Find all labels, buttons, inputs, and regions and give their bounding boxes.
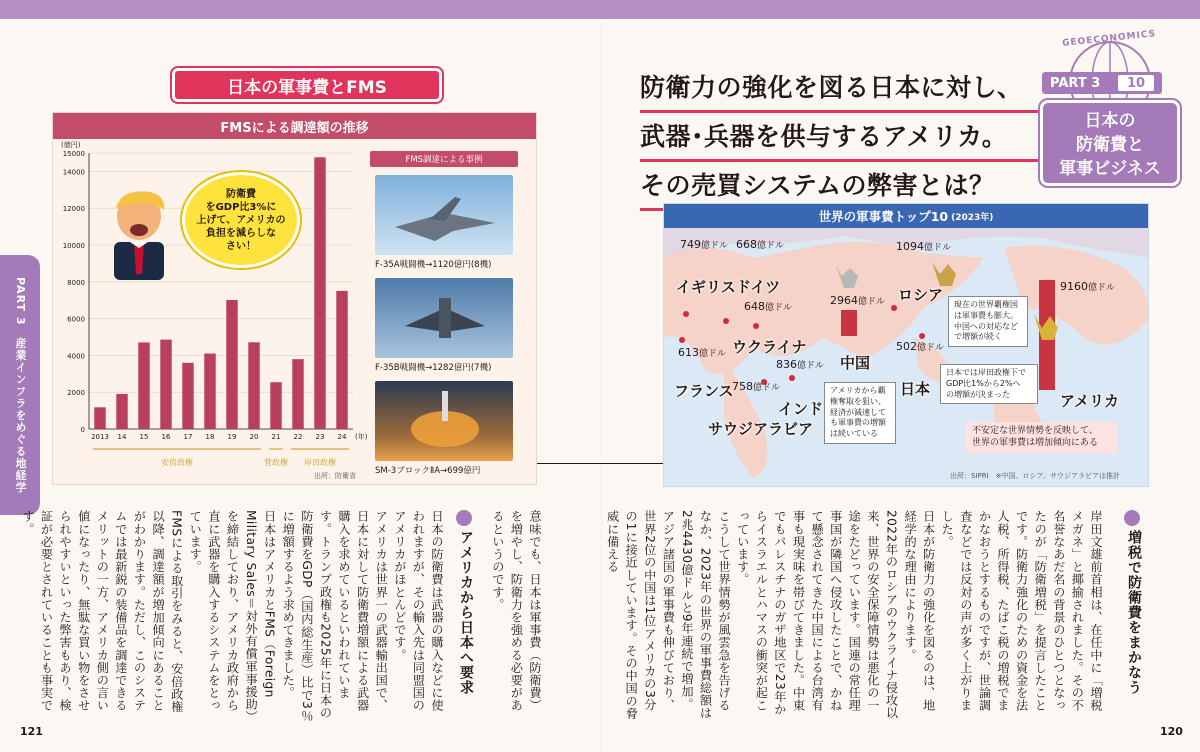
amount-china: 2964億ドル xyxy=(830,294,886,307)
x-tick-label: 23 xyxy=(315,433,325,441)
name-saudi: サウジアラビア xyxy=(708,420,814,438)
fms-chart-title: FMSによる調達額の推移 xyxy=(53,113,536,139)
case-caption-1: F-35A戦闘機→1120億円(8機) xyxy=(375,260,492,270)
f35b-photo xyxy=(375,278,513,358)
globe-bullet-icon xyxy=(1124,510,1140,526)
era-label: 菅政権 xyxy=(264,458,288,467)
amount-saudi: 758億ドル xyxy=(732,380,781,393)
fms-cases-title: FMS調達による事例 xyxy=(370,151,518,167)
chapter-title-box xyxy=(1040,100,1180,186)
part-tag xyxy=(1042,72,1162,94)
amount-india: 836億ドル xyxy=(776,358,825,371)
connector-line xyxy=(537,463,665,464)
side-tab-label: PART 3 産業インフラをめぐる地経学 xyxy=(14,276,27,494)
y-tick-label: 12000 xyxy=(62,205,85,214)
fms-cases-box xyxy=(370,151,518,476)
fms-bar xyxy=(226,300,237,429)
y-tick-label: 0 xyxy=(80,426,85,434)
chapter-title-line-3: 軍事ビジネス xyxy=(1059,159,1161,179)
name-france: フランス xyxy=(674,382,734,400)
y-axis-unit: (億円) xyxy=(61,141,81,149)
note-japan: 日本では岸田政権下で GDP比1%から2%へ の増額が決まった xyxy=(940,364,1038,404)
x-tick-label: 17 xyxy=(183,433,193,441)
era-label: 安倍政権 xyxy=(161,458,193,467)
fms-bar xyxy=(336,291,347,429)
name-india: インド xyxy=(778,400,824,418)
x-tick-label: 22 xyxy=(293,433,303,441)
name-russia: ロシア xyxy=(898,286,944,304)
name-china: 中国 xyxy=(840,354,871,372)
note-china: アメリカから覇 権奪取を狙い、 経済が減速して も軍事費の増額 は続いている xyxy=(824,382,896,444)
amount-russia: 1094億ドル xyxy=(896,240,952,253)
missile-icon xyxy=(375,381,513,461)
fms-bar xyxy=(270,382,281,429)
right-section-heading: 増税で防衛費をまかなう xyxy=(1126,530,1142,695)
globe-bullet-icon xyxy=(456,510,472,526)
y-tick-label: 6000 xyxy=(67,315,85,324)
era-label: 岸田政権 xyxy=(304,458,336,467)
trump-illustration-icon xyxy=(104,186,174,280)
fms-bar xyxy=(292,359,303,429)
name-ukraine: ウクライナ xyxy=(732,338,807,356)
left-section-heading-2: アメリカから日本へ要求 xyxy=(458,530,474,695)
fms-bar xyxy=(314,157,325,429)
map-title xyxy=(664,204,1148,228)
page-number-left: 121 xyxy=(20,725,43,738)
left-intro-text: 意味でも、日本は軍事費（防衛費）を増やし、防衛力を強める必要があるというのです。 xyxy=(490,510,542,712)
geoeconomics-label: GEOECONOMICS xyxy=(1061,29,1157,49)
main-title-line-2: 武器･兵器を供与するアメリカ。 xyxy=(640,115,1060,162)
name-uk: イギリス xyxy=(676,278,736,296)
fms-bar xyxy=(138,342,149,429)
main-title xyxy=(640,66,1060,213)
map-title-year: (2023年) xyxy=(951,212,994,223)
y-tick-label: 8000 xyxy=(67,278,85,287)
fms-bar xyxy=(204,354,215,429)
map-source: 出所：SIPRI ※中国、ロシア、サウジアラビアは推計 xyxy=(950,472,1120,480)
x-tick-label: 20 xyxy=(249,433,259,441)
summary-note: 不安定な世界情勢を反映して、 世界の軍事費は増加傾向にある xyxy=(966,422,1118,454)
fms-bar xyxy=(248,342,259,429)
chapter-title-line-1: 日本の xyxy=(1084,111,1136,131)
x-tick-label: 21 xyxy=(271,433,281,441)
x-tick-label: 18 xyxy=(205,433,215,441)
part-label: PART 3 xyxy=(1050,75,1101,91)
name-japan: 日本 xyxy=(900,380,931,398)
top-color-bar xyxy=(0,0,1200,19)
amount-france: 613億ドル xyxy=(678,346,727,359)
x-tick-label: 16 xyxy=(161,433,171,441)
y-tick-label: 10000 xyxy=(62,242,85,250)
y-tick-label: 14000 xyxy=(62,168,85,177)
jet-icon xyxy=(375,278,513,358)
chapter-title-line-2: 防衛費と xyxy=(1076,135,1144,155)
right-body-text: 岸田文雄前首相は、在任中に「増税メガネ」と揶揄されました。その不名誉なあだ名の背景のひとつとなったのが「防衛増税」を提言したことです。防衛力強化のための資金を法人税、所得税、たばこ税の増税でまかなおうとするものですが、世論調査などでは反対の声が多く上がりました。 日本が防衛力の強化を図るのは、地経学的な理由によります。 2022年のロシアのウクライナ侵攻以来、世界の安全保障情勢は悪化の一途をたどっています。国連の常任理事国が隣国へ侵攻したことで、かねて懸念されてきた中国による台湾有事も現実味を帯びてきました。中東でもパレスチナのガザ地区で23年からイスラエルとハマスの衝突が起こっています。 こうして世界情勢が風雲急を告げるなか、2023年の世界の軍事費総額は2兆4430億ドルと9年連続で増加。アジア諸国の軍事費も伸びており、世界2位の中国は1位アメリカの3分の1に接近しています。その中国の脅威に備える xyxy=(605,510,1103,720)
amount-japan: 502億ドル xyxy=(896,340,945,353)
amount-germany: 668億ドル xyxy=(736,238,785,251)
x-tick-label: 19 xyxy=(227,433,237,441)
x-axis-unit: (年) xyxy=(355,433,368,441)
map-title-text: 世界の軍事費トップ10 xyxy=(818,209,949,224)
fms-source: 出所：防衛省 xyxy=(314,472,356,480)
sm3-photo xyxy=(375,381,513,461)
name-usa: アメリカ xyxy=(1060,392,1119,410)
note-russia: 現在の世界覇権国 は軍事費も膨大。 中国への対応など で増額が続く xyxy=(948,296,1028,347)
left-body-text: 日本の防衛費は武器の購入などに使われますが、その輸入先は同盟国のアメリカがほとんどです。 アメリカは世界一の武器輸出国で、日本に対して防衛費増額による武器購入を求めているといわれています。トランプ政権も2025年に日本の防衛費をGDP（国内総生産）比で3％に増額するよう求めてきました。 日本はアメリカとFMS（Foreign Military Sales＝対外有償軍事援助）を締結しており、アメリカ政府から直に武器を購入するシステムをとっています。 FMSによる取引をみると、安倍政権以降、調達額が増加傾向にあることがわかります。ただし、このシステムでは最新鋭の装備品を調達できるメリットの一方、アメリカ側の言い値になったり、無駄な買い物をさせられやすいといった弊害もあり、検証が必要とされていることも事実です。 xyxy=(20,510,444,722)
part-number: 10 xyxy=(1118,75,1154,91)
fms-bar xyxy=(182,363,193,429)
fms-bar xyxy=(160,340,171,429)
page-spine xyxy=(600,19,603,752)
speech-bubble: 防衛費 をGDP比3%に 上げて、アメリカの 負担を減らしな さい！ xyxy=(182,172,300,268)
page-number-right: 120 xyxy=(1160,725,1183,738)
y-tick-label: 4000 xyxy=(67,352,85,361)
left-section-heading: 日本の軍事費とFMS xyxy=(172,68,442,102)
name-germany: ドイツ xyxy=(736,278,781,296)
y-tick-label: 15000 xyxy=(62,150,85,158)
fms-bar xyxy=(116,394,127,429)
jet-icon xyxy=(375,175,513,255)
x-tick-label: 14 xyxy=(117,433,127,441)
x-tick-label: 15 xyxy=(139,433,149,441)
x-tick-label: 2013 xyxy=(91,433,109,441)
amount-usa: 9160億ドル xyxy=(1060,280,1116,293)
main-title-line-1: 防衛力の強化を図る日本に対し、 xyxy=(640,66,1060,113)
fms-bar xyxy=(94,407,105,429)
amount-uk: 749億ドル xyxy=(680,238,729,251)
side-tab xyxy=(0,255,40,515)
f35a-photo xyxy=(375,175,513,255)
main-title-line-3: その売買システムの弊害とは？ xyxy=(640,164,1060,211)
case-caption-2: F-35B戦闘機→1282億円(7機) xyxy=(375,363,492,373)
x-tick-label: 24 xyxy=(337,433,347,441)
case-caption-3: SM-3ブロックⅡA→699億円 xyxy=(375,466,481,476)
amount-ukraine: 648億ドル xyxy=(744,300,793,313)
y-tick-label: 2000 xyxy=(67,389,85,398)
